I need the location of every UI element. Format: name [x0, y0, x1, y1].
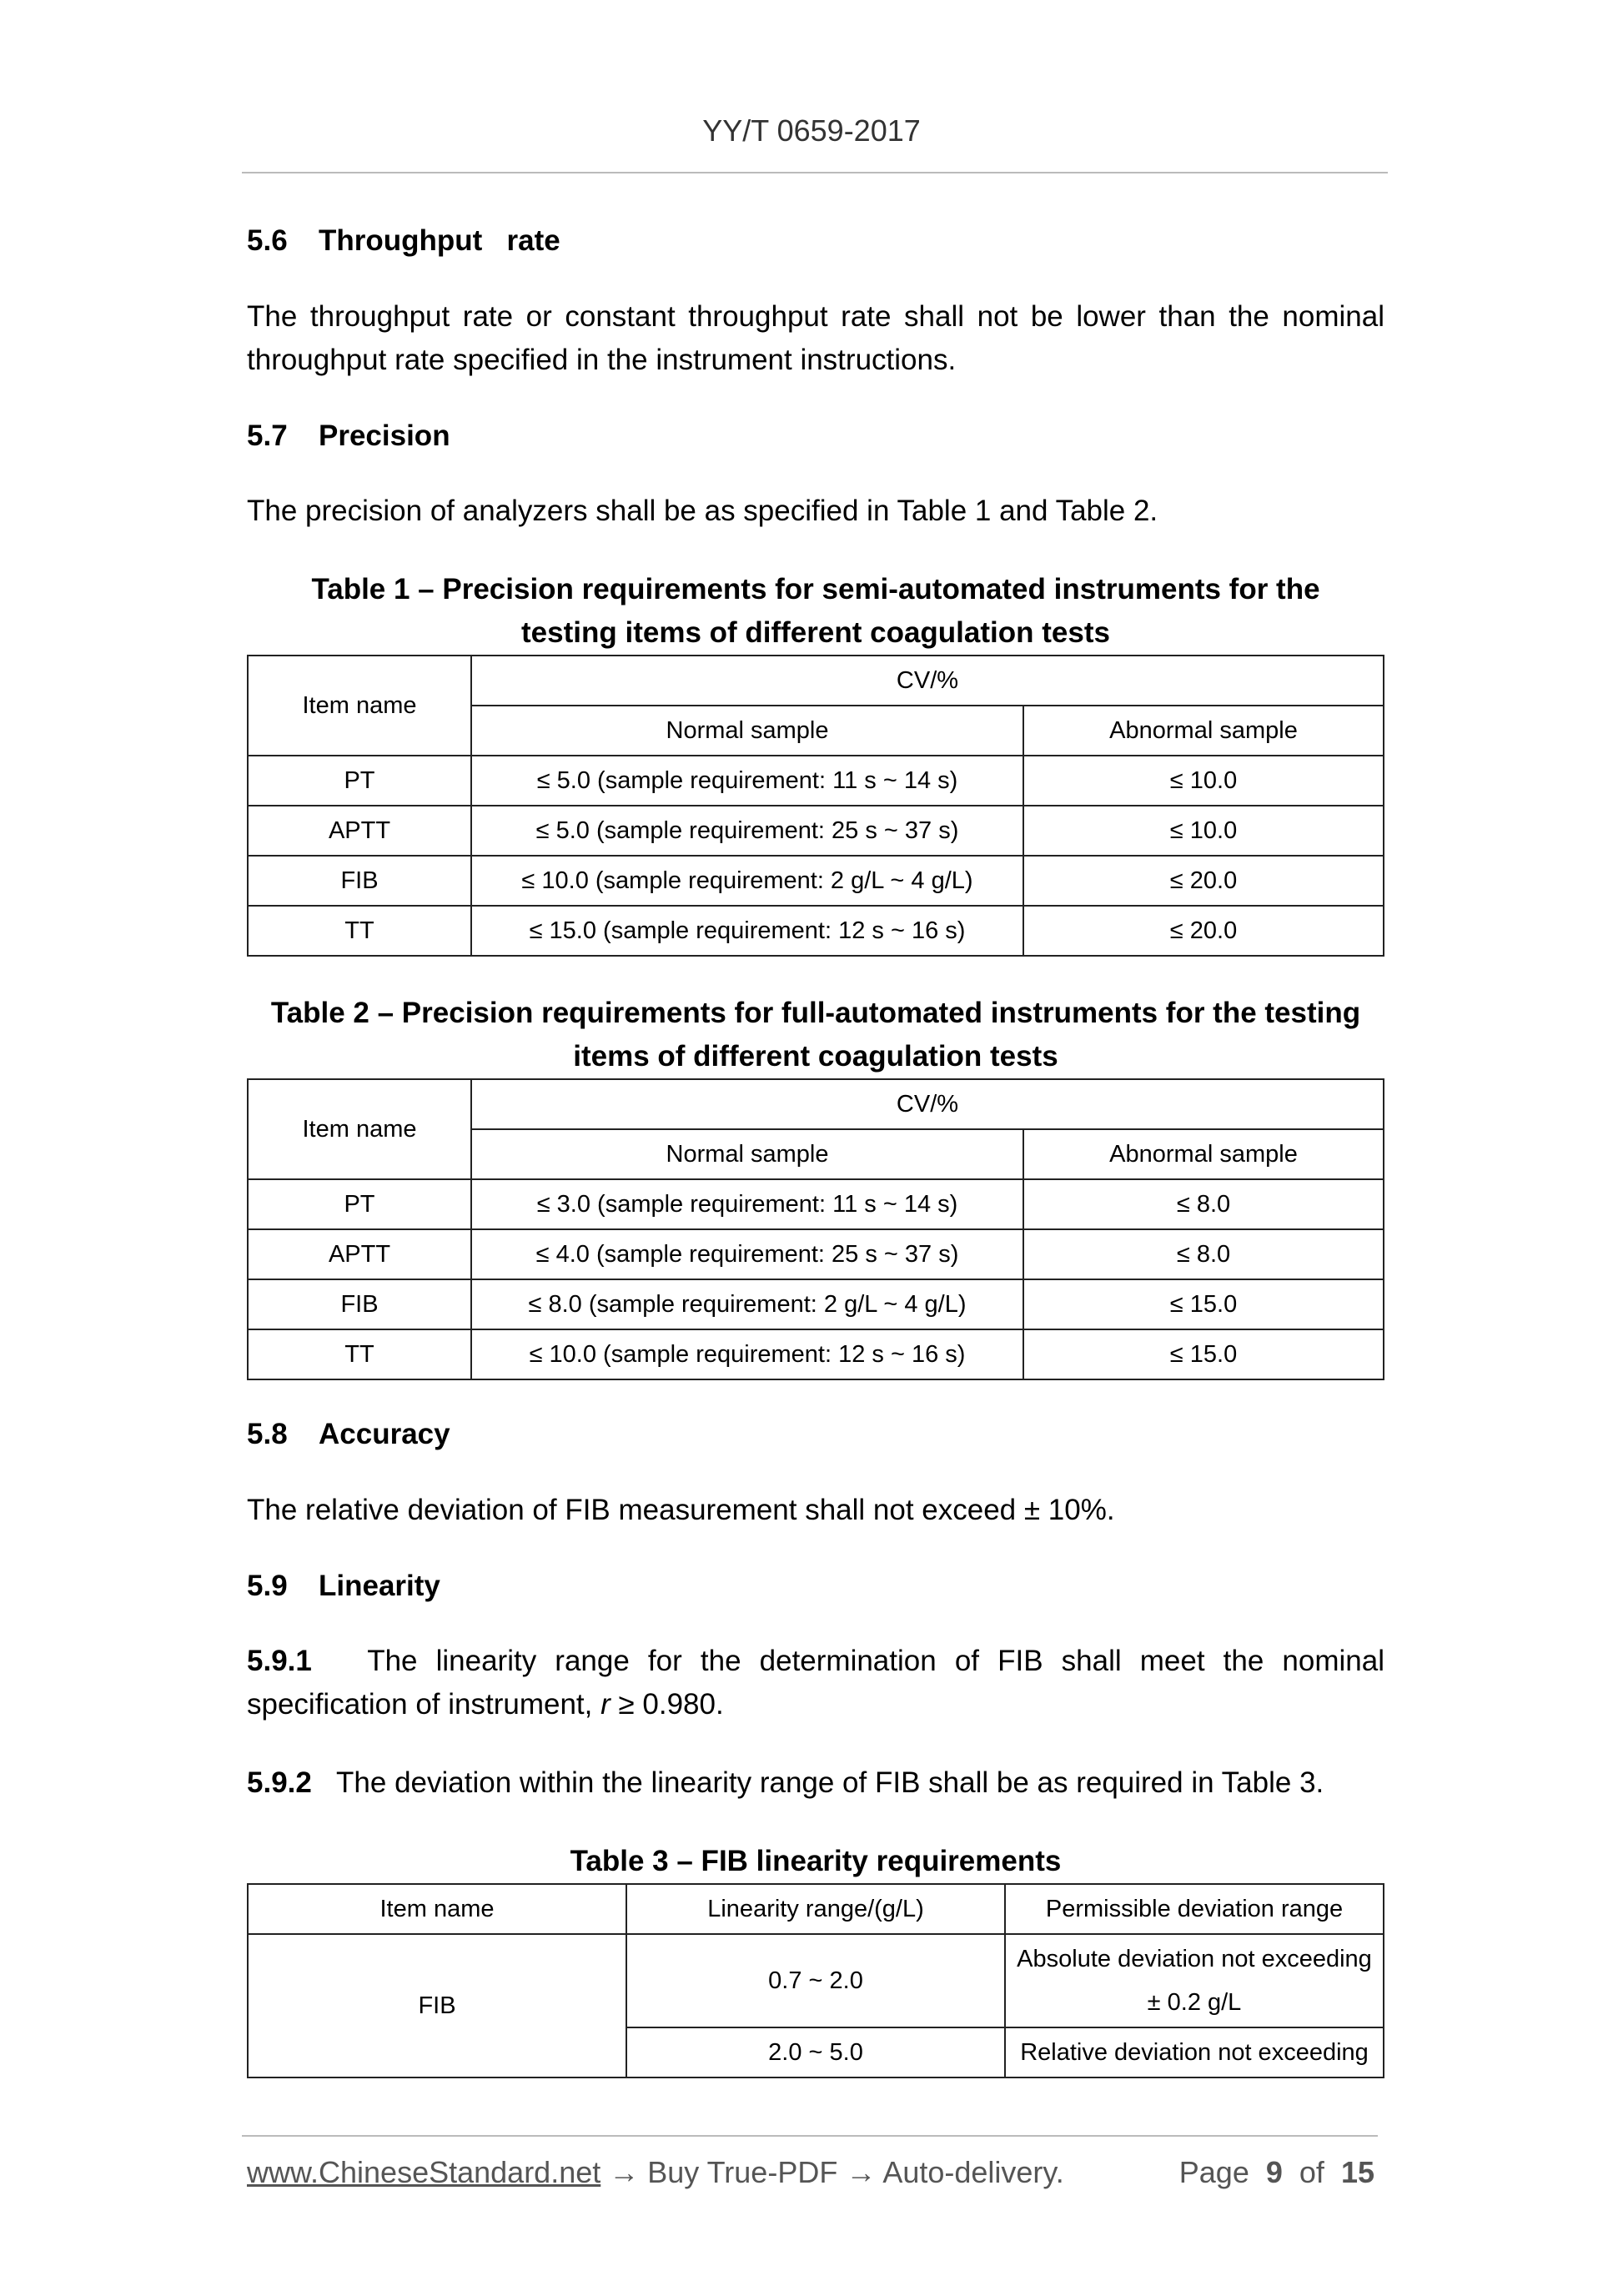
cell-item: PT: [248, 756, 471, 806]
page-content: [247, 222, 1384, 2113]
section-5-9-heading: [247, 1567, 1384, 1605]
page-number: 9: [1265, 2155, 1283, 2189]
deviation-line: Absolute deviation not exceeding: [1017, 1946, 1372, 1972]
deviation-line: ± 0.2 g/L: [1147, 1989, 1242, 2016]
header-cv: CV/%: [471, 656, 1384, 706]
section-5-7-text: The precision of analyzers shall be as specified in Table 1 and Table 2.: [247, 495, 1158, 527]
cell-item: PT: [248, 1179, 471, 1229]
table-row: [248, 1179, 1384, 1229]
cell-range: 0.7 ~ 2.0: [626, 1934, 1005, 2027]
table-2: [247, 1078, 1384, 1380]
table-title-line: testing items of different coagulation tests: [521, 616, 1110, 649]
section-5-9-2-text: [247, 1761, 1384, 1805]
cell-item: APTT: [248, 806, 471, 856]
cell-normal: ≤ 5.0 (sample requirement: 25 s ~ 37 s): [471, 806, 1023, 856]
total-pages: 15: [1340, 2155, 1374, 2189]
header-normal-sample: Normal sample: [471, 1129, 1023, 1179]
table-3-title: Table 3 – FIB linearity requirements: [570, 1845, 1062, 1877]
table-1: [247, 655, 1384, 957]
cell-abnormal: ≤ 10.0: [1023, 806, 1384, 856]
table-row: [248, 806, 1384, 856]
cell-item: FIB: [248, 856, 471, 906]
cell-abnormal: ≤ 8.0: [1023, 1179, 1384, 1229]
cell-deviation: Relative deviation not exceeding: [1005, 2027, 1384, 2077]
section-5-8-text: The relative deviation of FIB measurement shall not exceed ± 10%.: [247, 1493, 1115, 1526]
header-linearity-range: Linearity range/(g/L): [626, 1884, 1005, 1934]
table-row: [248, 1279, 1384, 1329]
cell-normal: ≤ 3.0 (sample requirement: 11 s ~ 14 s): [471, 1179, 1023, 1229]
table-title-line: items of different coagulation tests: [573, 1040, 1058, 1073]
section-5-7-heading: [247, 417, 1384, 455]
table-3: [247, 1883, 1384, 2078]
cell-normal: ≤ 10.0 (sample requirement: 12 s ~ 16 s): [471, 1329, 1023, 1379]
table-2-title: [247, 992, 1384, 1078]
table-1-title: [247, 568, 1384, 655]
page-word: Page: [1178, 2155, 1249, 2189]
cell-item: FIB: [248, 1279, 471, 1329]
cell-normal: ≤ 15.0 (sample requirement: 12 s ~ 16 s): [471, 906, 1023, 956]
table-row: [248, 1934, 1384, 2027]
subsection-number: 5.9.1: [247, 1645, 312, 1677]
section-5-8-heading: [247, 1415, 1384, 1454]
header-normal-sample: Normal sample: [471, 706, 1023, 756]
section-number: 5.9: [247, 1569, 288, 1602]
header-item-name: Item name: [248, 1079, 471, 1179]
table-title-line: Table 2 – Precision requirements for full-automated instruments for the testing: [270, 997, 1361, 1029]
section-title: Accuracy: [319, 1418, 450, 1450]
table-row: [248, 1229, 1384, 1279]
table-row: [248, 756, 1384, 806]
section-5-6-heading: [247, 222, 1384, 260]
subsection-text: The linearity range for the determination of FIB shall meet the nominal specification of instrument,: [247, 1645, 1384, 1721]
header-divider: [242, 172, 1388, 173]
cell-range: 2.0 ~ 5.0: [626, 2027, 1005, 2077]
cell-item: APTT: [248, 1229, 471, 1279]
cell-normal: ≤ 5.0 (sample requirement: 11 s ~ 14 s): [471, 756, 1023, 806]
header-cv: CV/%: [471, 1079, 1384, 1129]
section-5-6-text: The throughput rate or constant throughput rate shall not be lower than the nominal throughput rate specified in the instrument instructions.: [247, 299, 1384, 376]
website-link[interactable]: www.ChineseStandard.net: [247, 2155, 601, 2189]
cell-abnormal: ≤ 15.0: [1023, 1329, 1384, 1379]
correlation-symbol: r: [600, 1688, 611, 1721]
table-row: [248, 1329, 1384, 1379]
header-item-name: Item name: [248, 1884, 626, 1934]
cell-item: TT: [248, 906, 471, 956]
subsection-text-end: ≥ 0.980.: [610, 1688, 724, 1721]
subsection-number: 5.9.2: [247, 1766, 312, 1799]
cell-normal: ≤ 10.0 (sample requirement: 2 g/L ~ 4 g/L): [471, 856, 1023, 906]
subsection-text: The deviation within the linearity range of FIB shall be as required in Table 3.: [336, 1766, 1324, 1799]
cell-item: TT: [248, 1329, 471, 1379]
cell-abnormal: ≤ 15.0: [1023, 1279, 1384, 1329]
document-id-header: YY/T 0659-2017: [702, 113, 921, 148]
of-word: of: [1299, 2155, 1324, 2189]
header-abnormal-sample: Abnormal sample: [1023, 706, 1384, 756]
table-row: [248, 856, 1384, 906]
cell-abnormal: ≤ 20.0: [1023, 906, 1384, 956]
section-5-9-1-text: [247, 1640, 1384, 1726]
cell-abnormal: ≤ 20.0: [1023, 856, 1384, 906]
table-row: [248, 906, 1384, 956]
section-title: Precision: [319, 419, 450, 452]
table-title-line: Table 1 – Precision requirements for semi-automated instruments for the: [311, 573, 1320, 605]
footer-promo: [247, 2155, 1064, 2190]
header-item-name: Item name: [248, 656, 471, 756]
cell-deviation: [1005, 1934, 1384, 2027]
cell-item: FIB: [248, 1934, 626, 2077]
section-number: 5.7: [247, 419, 288, 452]
cell-abnormal: ≤ 10.0: [1023, 756, 1384, 806]
section-title: Throughput rate: [319, 224, 560, 257]
footer-divider: [242, 2135, 1378, 2137]
header-abnormal-sample: Abnormal sample: [1023, 1129, 1384, 1179]
footer-promo-text: → Buy True-PDF → Auto-delivery.: [600, 2155, 1064, 2189]
page-indicator: [1179, 2155, 1374, 2190]
header-permissible-deviation: Permissible deviation range: [1005, 1884, 1384, 1934]
section-number: 5.8: [247, 1418, 288, 1450]
section-title: Linearity: [319, 1569, 440, 1602]
cell-normal: ≤ 8.0 (sample requirement: 2 g/L ~ 4 g/L): [471, 1279, 1023, 1329]
section-number: 5.6: [247, 224, 288, 257]
cell-abnormal: ≤ 8.0: [1023, 1229, 1384, 1279]
cell-normal: ≤ 4.0 (sample requirement: 25 s ~ 37 s): [471, 1229, 1023, 1279]
